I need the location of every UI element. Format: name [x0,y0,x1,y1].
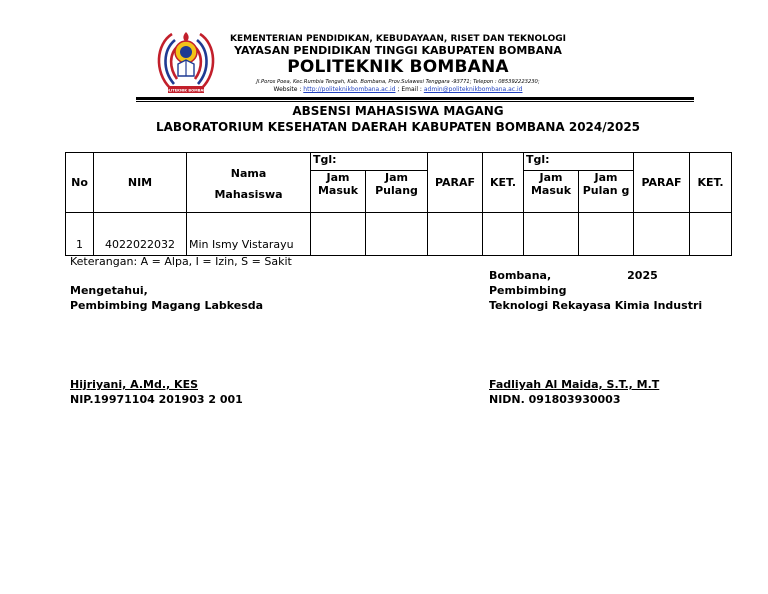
header-paraf-2: PARAF [634,153,690,213]
right-signature-block [489,268,702,313]
left-signer [70,377,243,407]
document-title: ABSENSI MAHASISWA MAGANG [292,104,504,118]
header-nama-line1: Nama [230,166,267,180]
cell-nim: 4022022032 [94,213,187,256]
header-no: No [66,153,94,213]
signing-year: 2025 [627,269,658,282]
cell-nama: Min Ismy Vistarayu [187,213,311,256]
header-tgl-2: Tgl: [524,153,634,171]
left-signer-role: Pembimbing Magang Labkesda [70,299,264,312]
attendance-legend: Keterangan: A = Alpa, I = Izin, S = Sakit [70,255,292,268]
header-ket-1: KET. [483,153,524,213]
right-signer-nidn: NIDN. 091803930003 [489,393,621,406]
left-signer-nip: NIP.19971104 201903 2 001 [70,393,243,406]
right-signer-program: Teknologi Rekayasa Kimia Industri [489,299,703,312]
right-signer [489,377,659,407]
cell-paraf-2 [634,213,690,256]
signing-place: Bombana, [489,269,552,282]
header-nama [187,153,311,213]
contact-line [220,86,576,94]
left-signer-name: Hijriyani, A.Md., KES [70,378,199,391]
cell-jam-pulang-1 [366,213,428,256]
attendance-table [65,152,732,256]
email-link[interactable]: admin@politeknikbombana.ac.id [423,86,523,93]
header-jam-pulang-2: Jam Pulan g [579,171,634,213]
cell-jam-masuk-2 [524,213,579,256]
logo-text: POLITEKNIK BOMBANA [162,88,210,93]
cell-ket-2 [690,213,732,256]
right-signer-name: Fadliyah Al Maida, S.T., M.T [489,378,660,391]
institution-address: Jl.Poros Poea, Kec.Rumbia Tengah, Kab. Bombana, Prov.Sulawesi Tenggara -93771; Telepon : 085392223230; [256,79,540,85]
header-jam-masuk-2: Jam Masuk [524,171,579,213]
cell-no: 1 [66,213,94,256]
cell-jam-pulang-2 [579,213,634,256]
header-paraf-1: PARAF [428,153,483,213]
table-row [66,213,732,256]
letterhead-rule-thick [136,97,694,100]
header-ket-2: KET. [690,153,732,213]
cell-ket-1 [483,213,524,256]
header-nama-line2: Mahasiswa [214,187,283,201]
letterhead [220,34,576,94]
left-signature-block [70,283,263,313]
letterhead-rule-thin [136,101,694,102]
politeknik-bombana-logo [152,26,220,98]
institution-name: POLITEKNIK BOMBANA [287,57,509,77]
website-link[interactable]: http://politeknikbombana.ac.id [303,86,396,93]
acknowledged-label: Mengetahui, [70,284,148,297]
ministry-name: KEMENTERIAN PENDIDIKAN, KEBUDAYAAN, RISET DAN TEKNOLOGI [230,34,566,44]
header-jam-masuk-1: Jam Masuk [311,171,366,213]
header-tgl-1: Tgl: [311,153,428,171]
foundation-name: YAYASAN PENDIDIKAN TINGGI KABUPATEN BOMBANA [234,44,562,57]
cell-jam-masuk-1 [311,213,366,256]
right-signer-role: Pembimbing [489,284,567,297]
document-subtitle: LABORATORIUM KESEHATAN DAERAH KABUPATEN BOMBANA 2024/2025 [155,120,641,134]
header-nim: NIM [94,153,187,213]
email-label: ; Email : [397,86,422,93]
website-label: Website : [273,86,302,93]
header-jam-pulang-1: Jam Pulang [366,171,428,213]
cell-paraf-1 [428,213,483,256]
